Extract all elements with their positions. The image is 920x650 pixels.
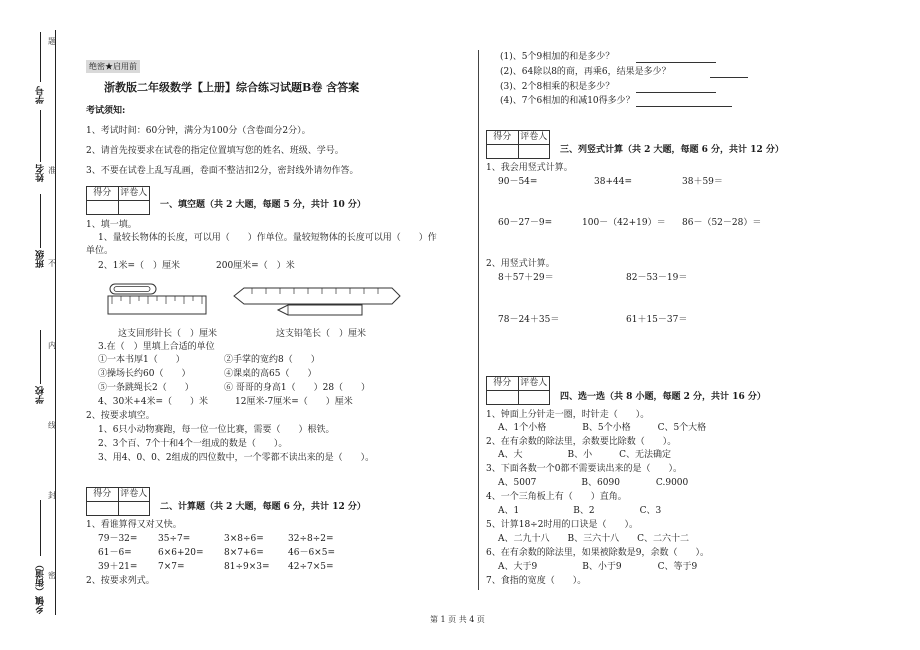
grader-label: 评卷人 <box>118 488 150 501</box>
question: 3.在（ ）里填上合适的单位 <box>98 342 215 352</box>
answer-line[interactable] <box>710 77 748 78</box>
unit-item: ①一本书厚1（ ） <box>98 355 185 365</box>
question: 单位。 <box>86 246 114 256</box>
grader-label: 评卷人 <box>518 131 550 144</box>
school-label: 学校 <box>36 386 46 404</box>
calc-item: 7×7= <box>158 562 185 572</box>
vertical-calc: 90－54= <box>498 177 538 187</box>
choice-question: 4、一个三角板上有（ ）直角。 <box>486 492 627 502</box>
vertical-calc: 8＋57＋29＝ <box>498 273 554 283</box>
unit-item: ⑤一条跳绳长2（ ） <box>98 383 194 393</box>
section-1-title: 一、填空题（共 2 大题，每题 5 分，共计 10 分） <box>160 200 366 210</box>
calc-item: 39＋21= <box>98 562 138 572</box>
calc-item: 61－6= <box>98 548 132 558</box>
school-field[interactable] <box>40 330 41 384</box>
choice-question: 3、下面各数一个0都不需要读出来的是（ ）。 <box>486 464 682 474</box>
class-field[interactable] <box>40 194 41 248</box>
name-label: 姓名 <box>36 164 46 182</box>
student-id-field[interactable] <box>40 32 41 82</box>
question: 1、量较长物体的长度，可以用（ ）作单位。量较短物体的长度可以用（ ）作 <box>98 233 437 243</box>
choice-question: 7、食指的宽度（ ）。 <box>486 576 587 586</box>
grader-cell[interactable] <box>518 145 550 158</box>
question: 1、看谁算得又对又快。 <box>86 520 182 530</box>
notice-item: 2、请首先按要求在试卷的指定位置填写您的姓名、班级、学号。 <box>86 146 344 156</box>
seal-char: 线 <box>48 421 56 430</box>
unit-item: ②手掌的宽约8（ ） <box>224 355 320 365</box>
grader-label: 评卷人 <box>118 187 150 200</box>
seal-char: 不 <box>48 259 56 268</box>
calc-item: 81÷9×3= <box>224 562 270 572</box>
score-box <box>486 376 550 405</box>
binding-line <box>55 30 56 615</box>
answer-line[interactable] <box>636 92 716 93</box>
vertical-calc: 78－24＋35＝ <box>498 315 560 325</box>
calc-item: 6×6+20= <box>158 548 204 558</box>
answer-line[interactable] <box>636 106 732 107</box>
seal-char: 题 <box>48 37 56 46</box>
notice-item: 3、不要在试卷上乱写乱画，卷面不整洁扣2分，密封线外请勿作答。 <box>86 166 359 176</box>
choice-question: 5、计算18÷2时用的口诀是（ ）。 <box>486 520 638 530</box>
clip-ruler-figure <box>106 282 210 322</box>
calc-item: 8×7+6= <box>224 548 264 558</box>
choice-options[interactable]: A、5007 B、6090 C.9000 <box>498 478 689 488</box>
score-label: 得分 <box>493 378 512 388</box>
word-problem: (4)、7个6相加的和减10得多少？ <box>500 96 635 106</box>
seal-char: 封 <box>48 491 56 500</box>
word-problem: (1)、5个9相加的和是多少？ <box>500 52 615 62</box>
question: 4、30米+4米=（ ）米 12厘米-7厘米=（ ）厘米 <box>98 397 353 407</box>
score-cell[interactable] <box>487 391 518 404</box>
calc-item: 79－32= <box>98 534 138 544</box>
unit-item: ④课桌的高65（ ） <box>224 369 317 379</box>
unit-item: ⑥ 哥哥的身高1（ ）28（ ） <box>224 383 371 393</box>
choice-question: 1、钟面上分针走一圈，时针走（ ）。 <box>486 410 650 420</box>
section-2-title: 二、计算题（共 2 大题，每题 6 分，共计 12 分） <box>160 502 366 512</box>
score-box <box>86 487 150 516</box>
choice-options[interactable]: A、大于9 B、小于9 C、等于9 <box>498 562 698 572</box>
choice-options[interactable]: A、大 B、小 C、无法确定 <box>498 450 672 460</box>
grader-label: 评卷人 <box>518 377 550 390</box>
question: 1、我会用竖式计算。 <box>486 163 573 173</box>
score-cell[interactable] <box>87 502 118 515</box>
score-cell[interactable] <box>487 145 518 158</box>
vertical-calc: 86－（52－28）＝ <box>682 218 762 228</box>
section-4-title: 四、选一选（共 8 小题，每题 2 分，共计 16 分） <box>560 392 766 402</box>
score-box <box>86 186 150 215</box>
calc-item: 35÷7= <box>158 534 191 544</box>
grader-cell[interactable] <box>118 502 150 515</box>
town-label: 乡镇（街道） <box>36 560 46 614</box>
name-field[interactable] <box>40 110 41 162</box>
calc-item: 42÷7×5= <box>288 562 334 572</box>
pin-caption: 这支回形针长（ ）厘米 <box>118 329 218 339</box>
seal-char: 准 <box>48 166 56 175</box>
score-label: 得分 <box>93 188 112 198</box>
page-title: 浙教版二年级数学【上册】综合练习试题B卷 含答案 <box>104 81 360 94</box>
pencil-icon <box>276 304 366 316</box>
seal-char: 密 <box>48 571 56 580</box>
page-number: 第 1 页 共 4 页 <box>430 615 485 624</box>
word-problem: (2)、64除以8的商，再乘6，结果是多少？ <box>500 67 671 77</box>
secret-tag: 绝密★启用前 <box>86 60 140 73</box>
question: 2、用竖式计算。 <box>486 259 555 269</box>
vertical-calc: 38+44= <box>594 177 632 187</box>
vertical-calc: 61＋15－37＝ <box>626 315 688 325</box>
choice-options[interactable]: A、1 B、2 C、3 <box>498 506 662 516</box>
vertical-calc: 60－27－9= <box>498 218 553 228</box>
question: 2、按要求列式。 <box>86 576 155 586</box>
word-problem: (3)、2个8相乘的积是多少？ <box>500 82 615 92</box>
calc-item: 32÷8÷2= <box>288 534 334 544</box>
answer-line[interactable] <box>636 62 716 63</box>
class-label: 班级 <box>36 250 46 268</box>
vertical-calc: 82－53－19＝ <box>626 273 688 283</box>
grader-cell[interactable] <box>518 391 550 404</box>
student-id-label: 学号 <box>36 86 46 104</box>
pencil-caption: 这支铅笔长（ ）厘米 <box>276 329 367 339</box>
vertical-calc: 38＋59＝ <box>682 177 723 187</box>
grader-cell[interactable] <box>118 201 150 214</box>
choice-question: 2、在有余数的除法里，余数要比除数（ ）。 <box>486 437 677 447</box>
town-field[interactable] <box>40 500 41 556</box>
choice-options[interactable]: A、二九十八 B、三六十八 C、二六十二 <box>498 534 690 544</box>
vertical-calc: 100－（42+19）＝ <box>582 218 666 228</box>
unit-item: ③操场长约60（ ） <box>98 369 191 379</box>
question: 2、按要求填空。 <box>86 411 155 421</box>
column-divider <box>478 50 479 590</box>
section-3-title: 三、列竖式计算（共 2 大题，每题 6 分，共计 12 分） <box>560 145 784 155</box>
question: 2、3个百、7个十和4个一组成的数是（ ）。 <box>98 439 288 449</box>
seal-char: 内 <box>48 341 56 350</box>
question: 3、用4、0、0、2组成的四位数中，一个零都不读出来的是（ ）。 <box>98 453 375 463</box>
notice-heading: 考试须知: <box>86 106 126 116</box>
calc-item: 46－6×5= <box>288 548 335 558</box>
choice-question: 6、在有余数的除法里，如果被除数是9，余数（ ）。 <box>486 548 709 558</box>
calc-item: 3×8÷6= <box>224 534 264 544</box>
score-label: 得分 <box>93 489 112 499</box>
notice-item: 1、考试时间：60分钟，满分为100分（含卷面分2分）。 <box>86 126 311 136</box>
question: 1、填一填。 <box>86 220 137 230</box>
score-label: 得分 <box>493 132 512 142</box>
score-box <box>486 130 550 159</box>
question: 1、6只小动物赛跑，每一位一位比赛，需要（ ）根铁。 <box>98 425 335 435</box>
choice-options[interactable]: A、1个小格 B、5个小格 C、5个大格 <box>498 423 707 433</box>
score-cell[interactable] <box>87 201 118 214</box>
question: 2、1米=（ ）厘米 200厘米=（ ）米 <box>98 261 295 271</box>
